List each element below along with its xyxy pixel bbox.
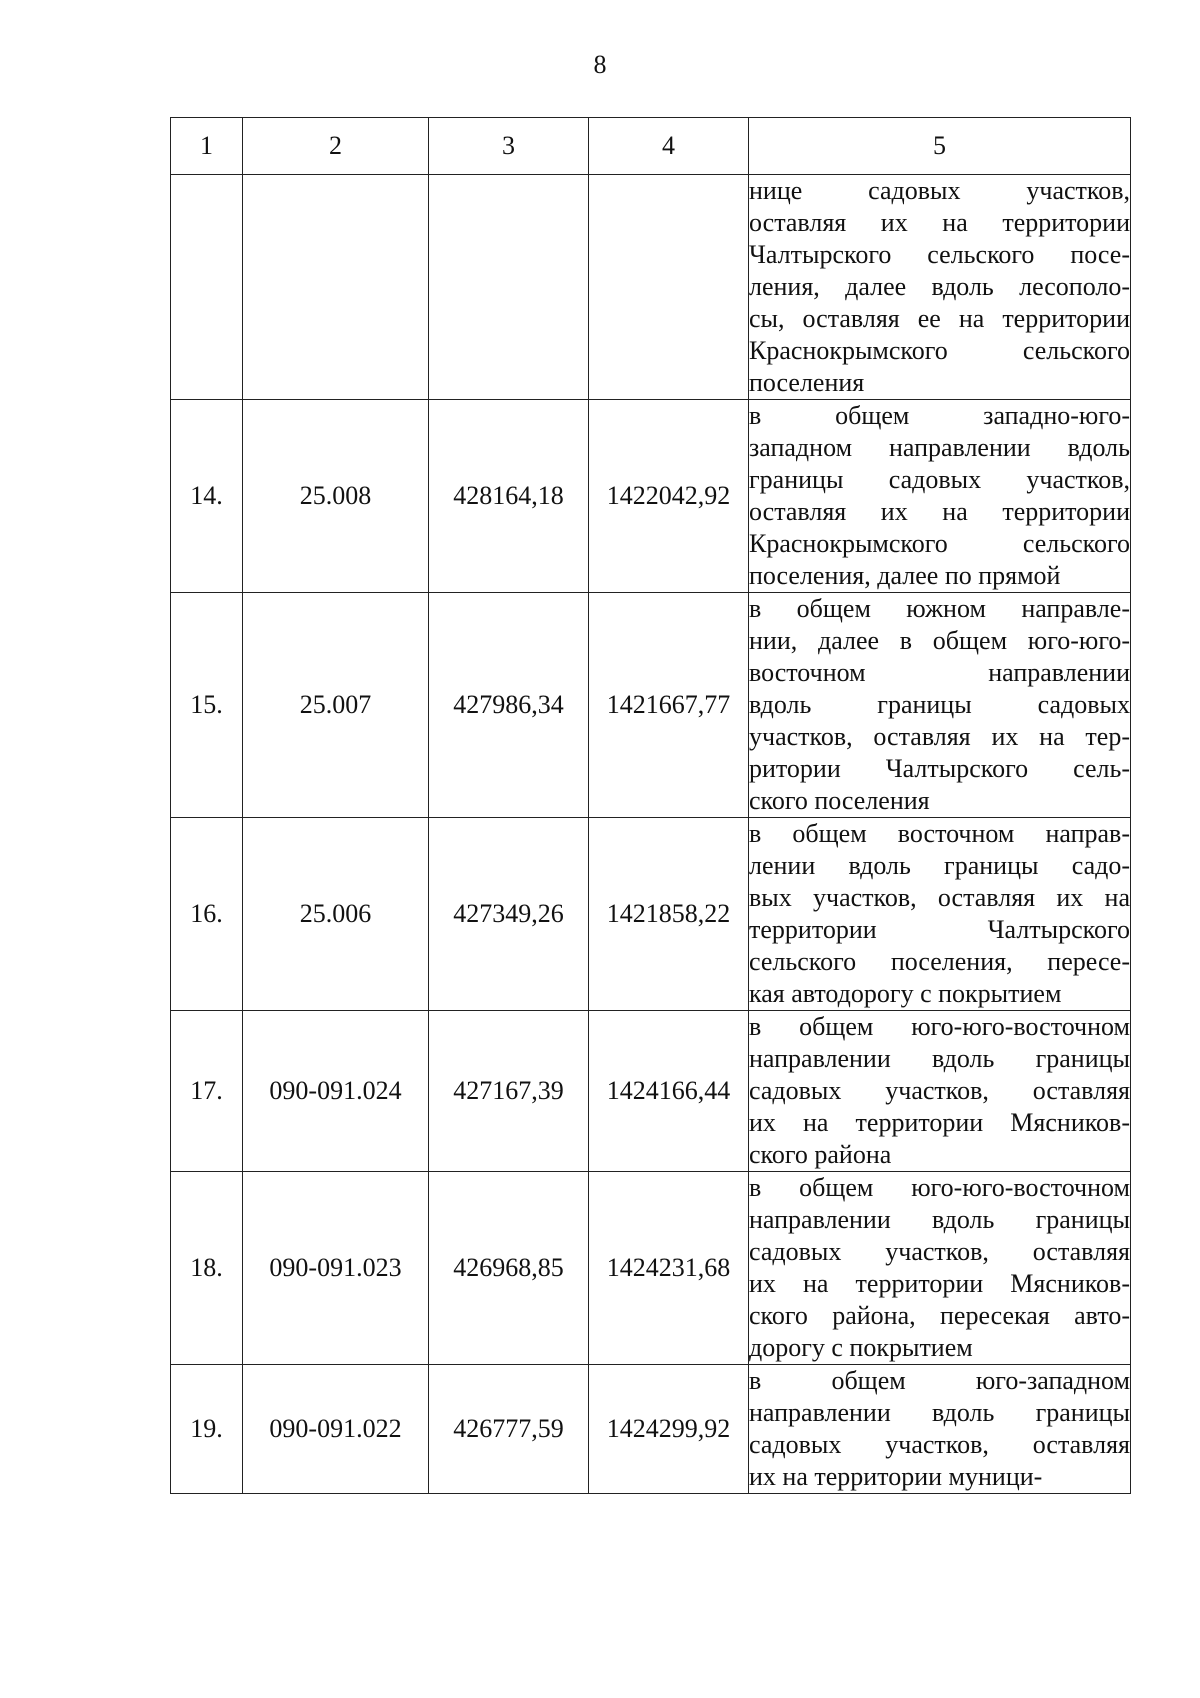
description-line: поселения, далее по прямой: [749, 561, 1061, 590]
description-line: восточном направлении: [749, 658, 1130, 687]
header-col-2: 2: [243, 118, 429, 175]
description-line: садовых участков, оставляя: [749, 1430, 1130, 1459]
description-cell: [749, 1172, 1131, 1365]
description-line: их на территории муници-: [749, 1462, 1043, 1491]
header-row: [171, 118, 1131, 175]
description-line: дорогу с покрытием: [749, 1333, 973, 1362]
description-line: западном направлении вдоль: [749, 433, 1130, 462]
x-coordinate-cell: 427986,34: [429, 593, 589, 818]
description-line: в общем восточном направ-: [749, 819, 1130, 848]
description-line: в общем южном направле-: [749, 594, 1130, 623]
description-cell: [749, 400, 1131, 593]
description-cell: [749, 175, 1131, 400]
point-id-cell: 25.006: [243, 818, 429, 1011]
row-number-cell: 19.: [171, 1365, 243, 1494]
description-line: в общем юго-западном: [749, 1366, 1130, 1395]
table-row: [171, 593, 1131, 818]
point-id-cell: [243, 175, 429, 400]
description-line: Краснокрымского сельского: [749, 336, 1130, 365]
header-col-3: 3: [429, 118, 589, 175]
x-coordinate-cell: 427349,26: [429, 818, 589, 1011]
description-line: территории Чалтырского: [749, 915, 1130, 944]
point-id-cell: 25.007: [243, 593, 429, 818]
description-line: границы садовых участков,: [749, 465, 1130, 494]
description-line: оставляя их на территории: [749, 497, 1130, 526]
description-line: ского поселения: [749, 786, 930, 815]
description-line: ского района, пересекая авто-: [749, 1301, 1130, 1330]
table-row: [171, 1011, 1131, 1172]
x-coordinate-cell: 426968,85: [429, 1172, 589, 1365]
table-row: [171, 175, 1131, 400]
page-number: 8: [593, 50, 607, 79]
point-id-cell: 25.008: [243, 400, 429, 593]
description-line: нии, далее в общем юго-юго-: [749, 626, 1130, 655]
description-line: лении вдоль границы садо-: [749, 851, 1130, 880]
row-number-cell: 17.: [171, 1011, 243, 1172]
description-line: сы, оставляя ее на территории: [749, 304, 1130, 333]
description-line: Чалтырского сельского посе-: [749, 240, 1130, 269]
x-coordinate-cell: 427167,39: [429, 1011, 589, 1172]
table-row: [171, 818, 1131, 1011]
description-line: в общем юго-юго-восточном: [749, 1012, 1130, 1041]
description-line: участков, оставляя их на тер-: [749, 722, 1130, 751]
description-line: их на территории Мясников-: [749, 1108, 1130, 1137]
description-cell: [749, 1365, 1131, 1494]
table-row: [171, 1365, 1131, 1494]
row-number-cell: 14.: [171, 400, 243, 593]
description-line: садовых участков, оставляя: [749, 1076, 1130, 1105]
description-line: поселения: [749, 368, 865, 397]
description-line: в общем западно-юго-: [749, 401, 1130, 430]
y-coordinate-cell: 1422042,92: [589, 400, 749, 593]
description-line: направлении вдоль границы: [749, 1044, 1130, 1073]
description-line: ритории Чалтырского сель-: [749, 754, 1130, 783]
row-number-cell: 16.: [171, 818, 243, 1011]
description-line: кая автодорогу с покрытием: [749, 979, 1062, 1008]
description-line: ского района: [749, 1140, 892, 1169]
point-id-cell: 090-091.022: [243, 1365, 429, 1494]
y-coordinate-cell: 1421667,77: [589, 593, 749, 818]
x-coordinate-cell: 428164,18: [429, 400, 589, 593]
description-line: оставляя их на территории: [749, 208, 1130, 237]
y-coordinate-cell: 1424299,92: [589, 1365, 749, 1494]
description-cell: [749, 593, 1131, 818]
row-number-cell: 15.: [171, 593, 243, 818]
y-coordinate-cell: 1424166,44: [589, 1011, 749, 1172]
description-line: ления, далее вдоль лесополо-: [749, 272, 1130, 301]
description-line: в общем юго-юго-восточном: [749, 1173, 1130, 1202]
boundary-coordinates-table: [170, 117, 1131, 1494]
row-number-cell: 18.: [171, 1172, 243, 1365]
x-coordinate-cell: [429, 175, 589, 400]
description-line: Краснокрымского сельского: [749, 529, 1130, 558]
description-line: садовых участков, оставляя: [749, 1237, 1130, 1266]
description-line: направлении вдоль границы: [749, 1205, 1130, 1234]
point-id-cell: 090-091.023: [243, 1172, 429, 1365]
y-coordinate-cell: [589, 175, 749, 400]
description-line: вдоль границы садовых: [749, 690, 1130, 719]
table-row: [171, 1172, 1131, 1365]
header-col-1: 1: [171, 118, 243, 175]
description-line: вых участков, оставляя их на: [749, 883, 1130, 912]
description-line: сельского поселения, пересе-: [749, 947, 1130, 976]
row-number-cell: [171, 175, 243, 400]
x-coordinate-cell: 426777,59: [429, 1365, 589, 1494]
header-col-4: 4: [589, 118, 749, 175]
point-id-cell: 090-091.024: [243, 1011, 429, 1172]
header-col-5: 5: [749, 118, 1131, 175]
table-row: [171, 400, 1131, 593]
description-line: направлении вдоль границы: [749, 1398, 1130, 1427]
y-coordinate-cell: 1421858,22: [589, 818, 749, 1011]
description-cell: [749, 1011, 1131, 1172]
description-line: их на территории Мясников-: [749, 1269, 1130, 1298]
description-cell: [749, 818, 1131, 1011]
y-coordinate-cell: 1424231,68: [589, 1172, 749, 1365]
description-line: нице садовых участков,: [749, 176, 1130, 205]
